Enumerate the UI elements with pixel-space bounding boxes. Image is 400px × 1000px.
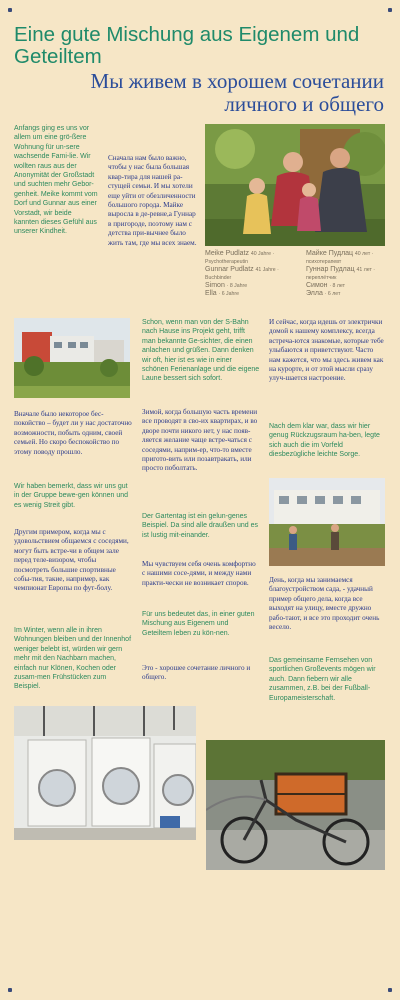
title-russian: Мы живем в хорошем сочетании личного и общего <box>90 69 384 116</box>
corner-mark <box>388 8 392 12</box>
title-german: Eine gute Mischung aus Eigenem und Geteiltem <box>14 23 360 68</box>
cargo-bike-photo <box>206 740 385 870</box>
laundry-room-photo <box>14 706 196 840</box>
col1-text-german-a: Wir haben bemerkt, dass wir uns gut in der Gruppe bewe-gen können und es wenig Streit gibt. <box>14 483 129 509</box>
col3-text-german-a: Nach dem klar war, dass wir hier genug Rückzugsraum ha-ben, legte sich auch die im Vorfeld diesbezügliche leichte Sorge. <box>269 423 380 459</box>
col3-text-german-b: Das gemeinsame Fernsehen von sportlichen Großevents mögen wir auch. Dann fiebern wir alle zusammen, z.B. bei der Fußball-Europameisterschaft. <box>269 657 376 702</box>
col3-text-russian-b: День, когда мы занимаемся благоустройством сада, - удачный пример общего дела, когда все выходят на улицу, вместе дружно рабо-тают, и все это проходит очень весело. <box>269 576 380 632</box>
corner-mark <box>8 988 12 992</box>
family-caption-russian: Майке Пудлац 40 лет · психотерапевт Гуннар Пудлац 41 лет · переплётчик Симон · 8 лет Элла · 6 лет <box>306 250 375 297</box>
garden-day-photo <box>269 478 385 566</box>
col2-text-russian-b: Мы чувствуем себя очень комфортно с нашими сосе-дями, и между нами практи-чески не возникает споров. <box>142 560 256 587</box>
family-caption-german: Meike Pudlatz 40 Jahre · Psychotherapeutin Gunnar Pudlatz 41 Jahre · Buchbinder Simon · 8 Jahre Ella · 6 Jahre <box>205 250 279 297</box>
col2-text-russian-a: Зимой, когда большую часть времени все проводят в сво-их квартирах, и во дворе почти никого нет, у нас появ-ляется желание чаще встре-чаться с соседями, наприм-ер, что-то вместе пригото-вить или позавтракать, или просто поболтать. <box>142 408 258 473</box>
col2-text-german-a: Schon, wenn man von der S-Bahn nach Hause ins Projekt geht, trifft man bekannte Ge-sichter, die einen anlachen und grüßen. Dann denken wir oft, hier ist es wie in einer schönen Ferienanlage und die eigene Laune bessert sich sofort. <box>142 319 260 383</box>
col2-text-russian-c: Это - хорошее сочетание личного и общего. <box>142 664 251 682</box>
col1-text-russian-a: Вначале было некоторое бес-покойство – будет ли у нас достаточно возможности, побыть одним, своей семьей. Но скоро беспокойство по этому поводу прошло. <box>14 410 132 456</box>
col2-text-german-b: Der Gartentag ist ein gelun-genes Beispiel. Da sind alle draußen und es ist lustig mit-einander. <box>142 513 258 539</box>
col1-text-german-b: Im Winter, wenn alle in ihren Wohnungen bleiben und der Innenhof weniger belebt ist, würden wir gern mehr mit den Nachbarn machen, einfach nur Klönen, Kochen oder zusam-men Frühstücken zum Beispiel. <box>14 627 132 691</box>
col3-text-russian-a: И сейчас, когда идешь от электрички домой к нашему комплексу, всегда встреча-ются знакомые, которые тебе улыбаются и приветствуют. Часто нам кажется, что мы здесь живем как на курорте, и от этой мысли сразу улуч-шается настроение. <box>269 318 384 383</box>
family-photo <box>205 124 385 246</box>
corner-mark <box>388 988 392 992</box>
intro-text-german: Anfangs ging es uns vor allem um eine grö-ßere Wohnung für un-sere wachsende Fami-lie. Wir wollten raus aus der Anonymität der Großstadt und suchten mehr Gebor-genheit. Meike kommt vom Dorf und Gunnar aus einer Vorstadt, wir beide kannten dieses Gefühl aus unserer Kindheit. <box>14 125 98 236</box>
corner-mark <box>8 8 12 12</box>
col1-text-russian-b: Другим примером, когда мы с удовольствием общаемся с соседями, могут быть встре-чи в общем зале перед теле-визором, чтобы посмотреть большие спортивные собы-тия, такие, например, как чемпионат Европы по фут-болу. <box>14 528 129 593</box>
intro-text-russian: Сначала нам было важно, чтобы у нас была большая квар-тира для нашей ра-стущей семьи. И мы хотели еще уйти от обезличенности большого города. Майке выросла в де-ревне,а Гуннар в пригороде, поэтому нам с детства при-вычнее было жить там, где мы всех знаем. <box>108 154 197 247</box>
col2-text-german-c: Für uns bedeutet das, in einer guten Mischung aus Eigenem und Geteiltem leben zu kön-nen. <box>142 611 255 637</box>
housing-complex-photo <box>14 318 130 398</box>
